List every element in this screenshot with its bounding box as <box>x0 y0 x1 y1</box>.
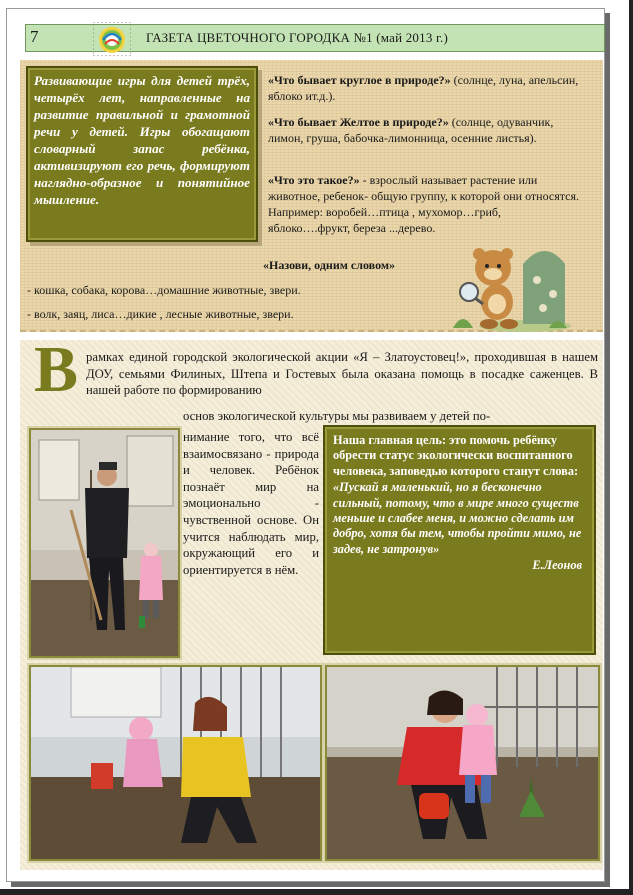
photo-father-planting <box>29 428 180 658</box>
article-column-text: нимание того, что всё взаимосвязано - природа и человек. Ребёнок познаёт мир на эмоционально - чувственной основе. Он учится наблюдать мир, окружающий его и ориентируется в нём. <box>183 430 319 577</box>
window-edge-right <box>629 0 633 895</box>
article-intro-text: рамках единой городской экологической акции «Я – Златоустовец!», проходившая в нашем ДОУ, семьями Филиных, Штепа и Гостевых была оказана помощь в посадке саженцев. В нашей работе по формированию <box>86 350 598 398</box>
photo-mother-child-seedling <box>325 665 600 861</box>
newspaper-title: ГАЗЕТА ЦВЕТОЧНОГО ГОРОДКА №1 (май 2013 г.) <box>146 30 449 45</box>
intro-box: Развивающие игры для детей трёх, четырёх лет, направленные на развитие правильной и грамотной речи у детей. Игры обогащают словарный запас ребёнка, активизируют его речь, формируют наглядно-образное и понятийное мышление. <box>26 66 258 242</box>
game-yellow: «Что бывает Желтое в природе?» (солнце, одуванчик, лимон, груша, бабочка-лимонница, осенние листья). <box>268 115 554 145</box>
name-line-domestic: - кошка, собака, корова…домашние животные, звери. <box>27 283 301 297</box>
game-round: «Что бывает круглое в природе?» (солнце, луна, апельсин, яблоко ит.д.). <box>268 73 579 103</box>
flower-town-logo-icon <box>93 22 131 56</box>
game-name-heading: «Назови, одним словом» <box>263 258 396 272</box>
page-number: 7 <box>30 27 39 46</box>
name-line-wild: - волк, заяц, лиса…дикие , лесные животные, звери. <box>27 307 294 321</box>
goal-author: Е.Леонов <box>532 558 582 573</box>
goal-quote-box <box>323 425 596 655</box>
dropcap-letter: В <box>34 333 79 406</box>
bear-with-magnifier-illustration <box>453 240 573 334</box>
photo-mother-daughter-planting <box>29 665 322 861</box>
game-what-is-it: «Что это такое?» - взрослый называет растение или животное, ребенок- общую группу, к которой они относятся. Например: воробей…птица , мухомор…гриб, яблоко….фрукт, береза ...дерево. <box>268 173 579 235</box>
goal-quote: «Пускай я маленький, но я бесконечно сильный, потому, что в мире много существ меньше и слабее меня, и можно сделать им добро, хотя бы тем, чтобы пройти мимо, не задев, не затронув» <box>333 480 582 556</box>
window-edge-bottom <box>0 889 633 895</box>
article-mid-line: основ экологической культуры мы развиваем у детей по- <box>183 409 491 423</box>
goal-lead: Наша главная цель: это помочь ребёнку обрести статус экологически воспитанного человека, заповедью которого станут слова: <box>333 433 579 478</box>
